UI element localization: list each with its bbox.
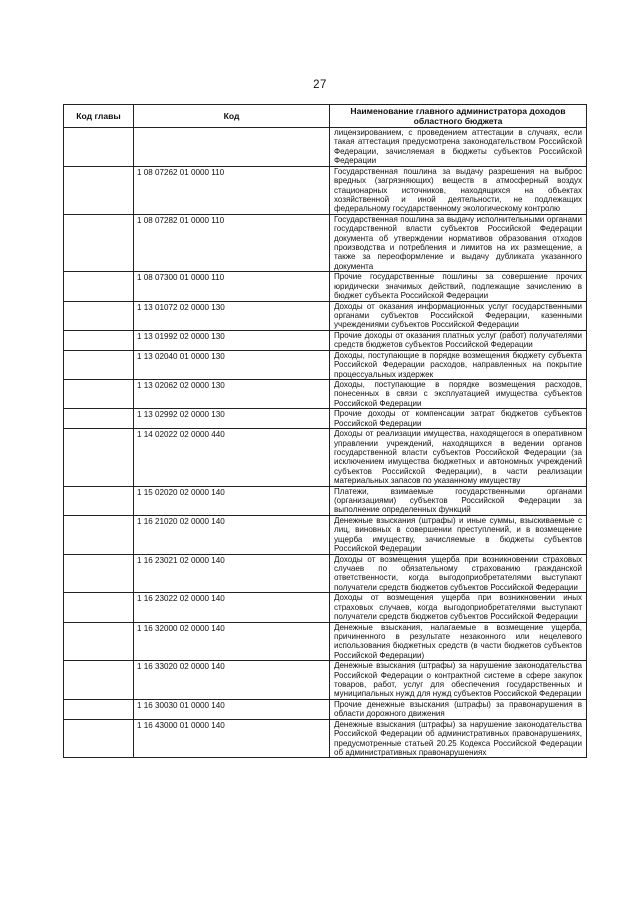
code-cell: 1 13 01072 02 0000 130 bbox=[134, 301, 330, 330]
code-cell: 1 08 07262 01 0000 110 bbox=[134, 166, 330, 214]
code-cell: 1 15 02020 02 0000 140 bbox=[134, 486, 330, 515]
table-row bbox=[64, 486, 587, 515]
code-cell: 1 16 21020 02 0000 140 bbox=[134, 515, 330, 554]
code-cell: 1 13 02062 02 0000 130 bbox=[134, 379, 330, 408]
chapter-cell bbox=[64, 350, 134, 379]
code-cell: 1 16 30030 01 0000 140 bbox=[134, 699, 330, 719]
table-row bbox=[64, 429, 587, 487]
chapter-cell bbox=[64, 128, 134, 167]
chapter-cell bbox=[64, 515, 134, 554]
code-cell: 1 16 23022 02 0000 140 bbox=[134, 593, 330, 622]
chapter-cell bbox=[64, 486, 134, 515]
table-body bbox=[64, 128, 587, 758]
name-cell: Денежные взыскания (штрафы) и иные суммы, взыскиваемые с лиц, виновных в совершении преступлений, и в возмещение ущерба имуществу, зачисляемые в бюджеты субъектов Российской Федерации bbox=[330, 515, 587, 554]
name-cell: Денежные взыскания, налагаемые в возмещение ущерба, причиненного в результате незаконного или нецелевого использования бюджетных средств (в части бюджетов субъектов Российской Федерации) bbox=[330, 622, 587, 661]
chapter-cell bbox=[64, 661, 134, 700]
table-row bbox=[64, 272, 587, 301]
code-cell: 1 13 02992 02 0000 130 bbox=[134, 409, 330, 429]
name-cell: Государственная пошлина за выдачу исполнительными органами государственной власти субъектов Российской Федерации документа об утверждении нормативов образования отходов производства и потребления и лимитов на их размещение, а также за переоформление и выдачу дубликата указанного документа bbox=[330, 214, 587, 272]
table-row bbox=[64, 719, 587, 758]
chapter-cell bbox=[64, 622, 134, 661]
name-cell: Денежные взыскания (штрафы) за нарушение законодательства Российской Федерации о контрактной системе в сфере закупок товаров, работ, услуг для обеспечения государственных и муниципальных нужд для нужд субъектов Российской Федерации bbox=[330, 661, 587, 700]
name-cell: Доходы от реализации имущества, находящегося в оперативном управлении учреждений, находящихся в ведении органов государственной власти субъектов Российской Федерации (за исключением имущества бюджетных и автономных учреждений субъектов Российской Федерации), в части реализации материальных запасов по указанному имуществу bbox=[330, 429, 587, 487]
name-cell: лицензированием, с проведением аттестации в случаях, если такая аттестация предусмотрена законодательством Российской Федерации, зачисляемая в бюджеты субъектов Российской Федерации bbox=[330, 128, 587, 167]
table-row bbox=[64, 554, 587, 593]
name-cell: Доходы, поступающие в порядке возмещения расходов, понесенных в связи с эксплуатацией имущества субъектов Российской Федерации bbox=[330, 379, 587, 408]
chapter-cell bbox=[64, 593, 134, 622]
table-row bbox=[64, 515, 587, 554]
table-row bbox=[64, 622, 587, 661]
chapter-cell bbox=[64, 719, 134, 758]
table-row bbox=[64, 301, 587, 330]
code-cell: 1 08 07300 01 0000 110 bbox=[134, 272, 330, 301]
chapter-cell bbox=[64, 301, 134, 330]
table-row bbox=[64, 379, 587, 408]
code-cell: 1 13 02040 01 0000 130 bbox=[134, 350, 330, 379]
table-row bbox=[64, 166, 587, 214]
page-number: 27 bbox=[313, 79, 327, 91]
chapter-cell bbox=[64, 699, 134, 719]
table-row bbox=[64, 214, 587, 272]
code-cell: 1 13 01992 02 0000 130 bbox=[134, 330, 330, 350]
chapter-cell bbox=[64, 214, 134, 272]
header-chapter-code: Код главы bbox=[64, 105, 134, 128]
name-cell: Доходы от возмещения ущерба при возникновении иных страховых случаев, когда выгодоприобретателями выступают получатели средств бюджетов субъектов Российской Федерации bbox=[330, 593, 587, 622]
name-cell: Государственная пошлина за выдачу разрешения на выброс вредных (загрязняющих) веществ в атмосферный воздух стационарных источников, находящихся на объектах хозяйственной и иной деятельности, не подлежащих федеральному государственному экологическому контролю bbox=[330, 166, 587, 214]
name-cell: Доходы от оказания информационных услуг государственными органами субъектов Российской Федерации, казенными учреждениями субъектов Российской Федерации bbox=[330, 301, 587, 330]
name-cell: Доходы, поступающие в порядке возмещения бюджету субъекта Российской Федерации расходов, направленных на покрытие процессуальных издержек bbox=[330, 350, 587, 379]
name-cell: Платежи, взимаемые государственными органами (организациями) субъектов Российской Федерации за выполнение определенных функций bbox=[330, 486, 587, 515]
table-row bbox=[64, 128, 587, 167]
chapter-cell bbox=[64, 272, 134, 301]
code-cell: 1 16 32000 02 0000 140 bbox=[134, 622, 330, 661]
chapter-cell bbox=[64, 409, 134, 429]
chapter-cell bbox=[64, 330, 134, 350]
name-cell: Денежные взыскания (штрафы) за нарушение законодательства Российской Федерации об административных правонарушениях, предусмотренные статьей 20.25 Кодекса Российской Федерации об административных правонарушениях bbox=[330, 719, 587, 758]
chapter-cell bbox=[64, 166, 134, 214]
code-cell bbox=[134, 128, 330, 167]
table-row bbox=[64, 330, 587, 350]
code-cell: 1 16 33020 02 0000 140 bbox=[134, 661, 330, 700]
table-row bbox=[64, 409, 587, 429]
table-header-row bbox=[64, 105, 587, 128]
name-cell: Доходы от возмещения ущерба при возникновении страховых случаев по обязательному страхованию гражданской ответственности, когда выгодоприобретателями выступают получатели средств бюджетов субъектов Российской Федерации bbox=[330, 554, 587, 593]
revenue-administrators-table bbox=[63, 104, 587, 758]
code-cell: 1 08 07282 01 0000 110 bbox=[134, 214, 330, 272]
table-row bbox=[64, 350, 587, 379]
code-cell: 1 16 23021 02 0000 140 bbox=[134, 554, 330, 593]
name-cell: Прочие государственные пошлины за совершение прочих юридически значимых действий, подлежащие зачислению в бюджет субъекта Российской Федерации bbox=[330, 272, 587, 301]
table-row bbox=[64, 593, 587, 622]
header-name: Наименование главного администратора доходов областного бюджета bbox=[330, 105, 587, 128]
chapter-cell bbox=[64, 429, 134, 487]
code-cell: 1 14 02022 02 0000 440 bbox=[134, 429, 330, 487]
chapter-cell bbox=[64, 554, 134, 593]
name-cell: Прочие доходы от оказания платных услуг (работ) получателями средств бюджетов субъектов Российской Федерации bbox=[330, 330, 587, 350]
name-cell: Прочие доходы от компенсации затрат бюджетов субъектов Российской Федерации bbox=[330, 409, 587, 429]
table-row bbox=[64, 661, 587, 700]
table-row bbox=[64, 699, 587, 719]
chapter-cell bbox=[64, 379, 134, 408]
name-cell: Прочие денежные взыскания (штрафы) за правонарушения в области дорожного движения bbox=[330, 699, 587, 719]
header-code: Код bbox=[134, 105, 330, 128]
code-cell: 1 16 43000 01 0000 140 bbox=[134, 719, 330, 758]
